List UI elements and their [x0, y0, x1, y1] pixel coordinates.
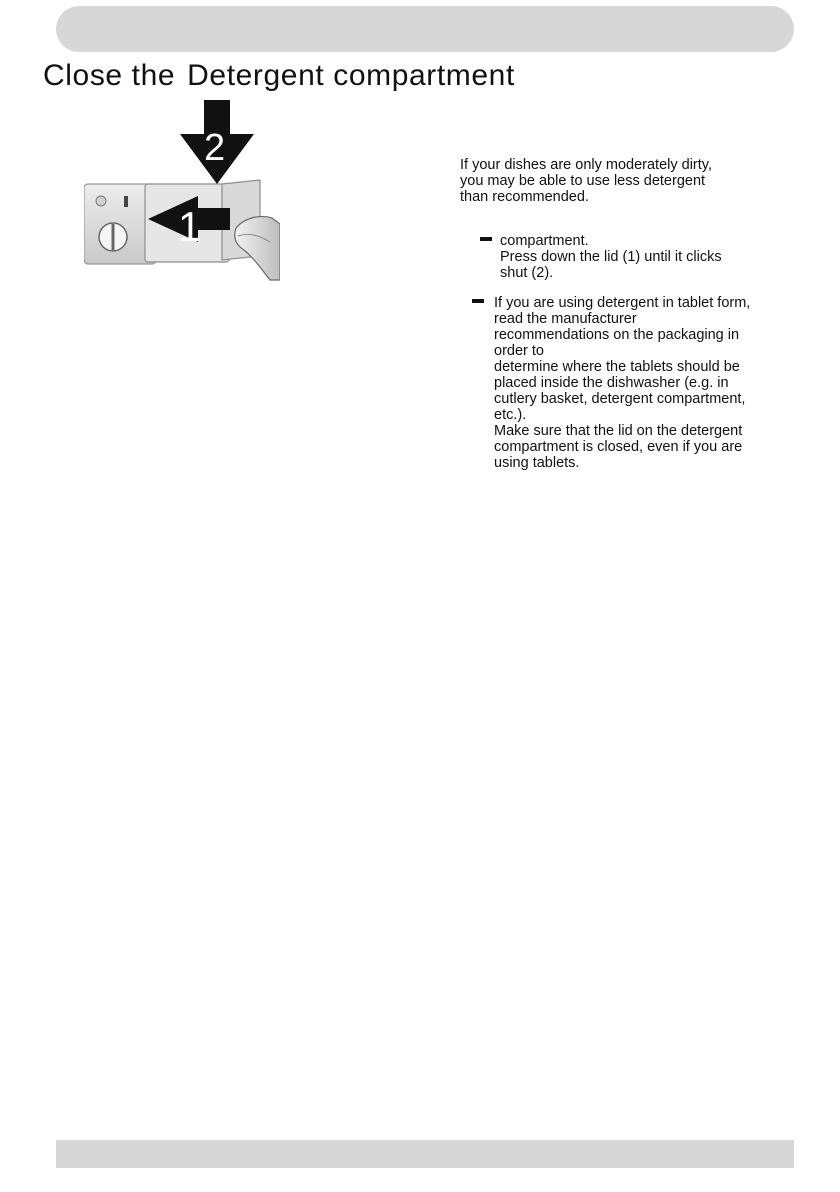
bullet-line: determine where the tablets should be: [494, 359, 740, 375]
bullet-line: order to: [494, 343, 544, 359]
bullet-line: using tablets.: [494, 455, 580, 471]
indicator-slot-icon: [124, 196, 128, 207]
intro-line: If your dishes are only moderately dirty,: [460, 157, 712, 173]
bullet-line: recommendations on the packaging in: [494, 327, 740, 343]
step-label-1: 1: [178, 203, 202, 250]
bullet-dash-icon: [472, 299, 484, 303]
dispenser-illustration: [84, 100, 280, 284]
intro-paragraph: [460, 157, 790, 205]
step-label-2: 2: [204, 127, 226, 169]
bullet-line: Make sure that the lid on the detergent: [494, 423, 743, 439]
page-title: [43, 58, 515, 94]
bullet-line: read the manufacturer: [494, 311, 637, 327]
bullet-item-2: [494, 295, 750, 471]
indicator-window-icon: [96, 196, 106, 206]
bullet-line: cutlery basket, detergent compartment,: [494, 391, 746, 407]
bullet-line: shut (2).: [500, 265, 554, 281]
title-part-1: Close the: [43, 59, 176, 92]
intro-line: you may be able to use less detergent: [460, 173, 706, 189]
intro-line: than recommended.: [460, 189, 589, 205]
bullet-item-1: [500, 233, 722, 281]
bullet-line: compartment.: [500, 233, 589, 249]
title-part-2: Detergent compartment: [187, 59, 515, 92]
bullet-line: Press down the lid (1) until it clicks: [500, 249, 722, 265]
bullet-line: placed inside the dishwasher (e.g. in: [494, 375, 729, 391]
bullet-line: If you are using detergent in tablet form,: [494, 295, 751, 311]
header-bar: [56, 6, 794, 52]
hand-icon: [235, 216, 280, 280]
instructions-text: [460, 157, 790, 471]
bullet-line: etc.).: [494, 407, 527, 423]
bullet-line: compartment is closed, even if you are: [494, 439, 743, 455]
footer-bar: [56, 1140, 794, 1168]
bullet-dash-icon: [480, 237, 492, 241]
